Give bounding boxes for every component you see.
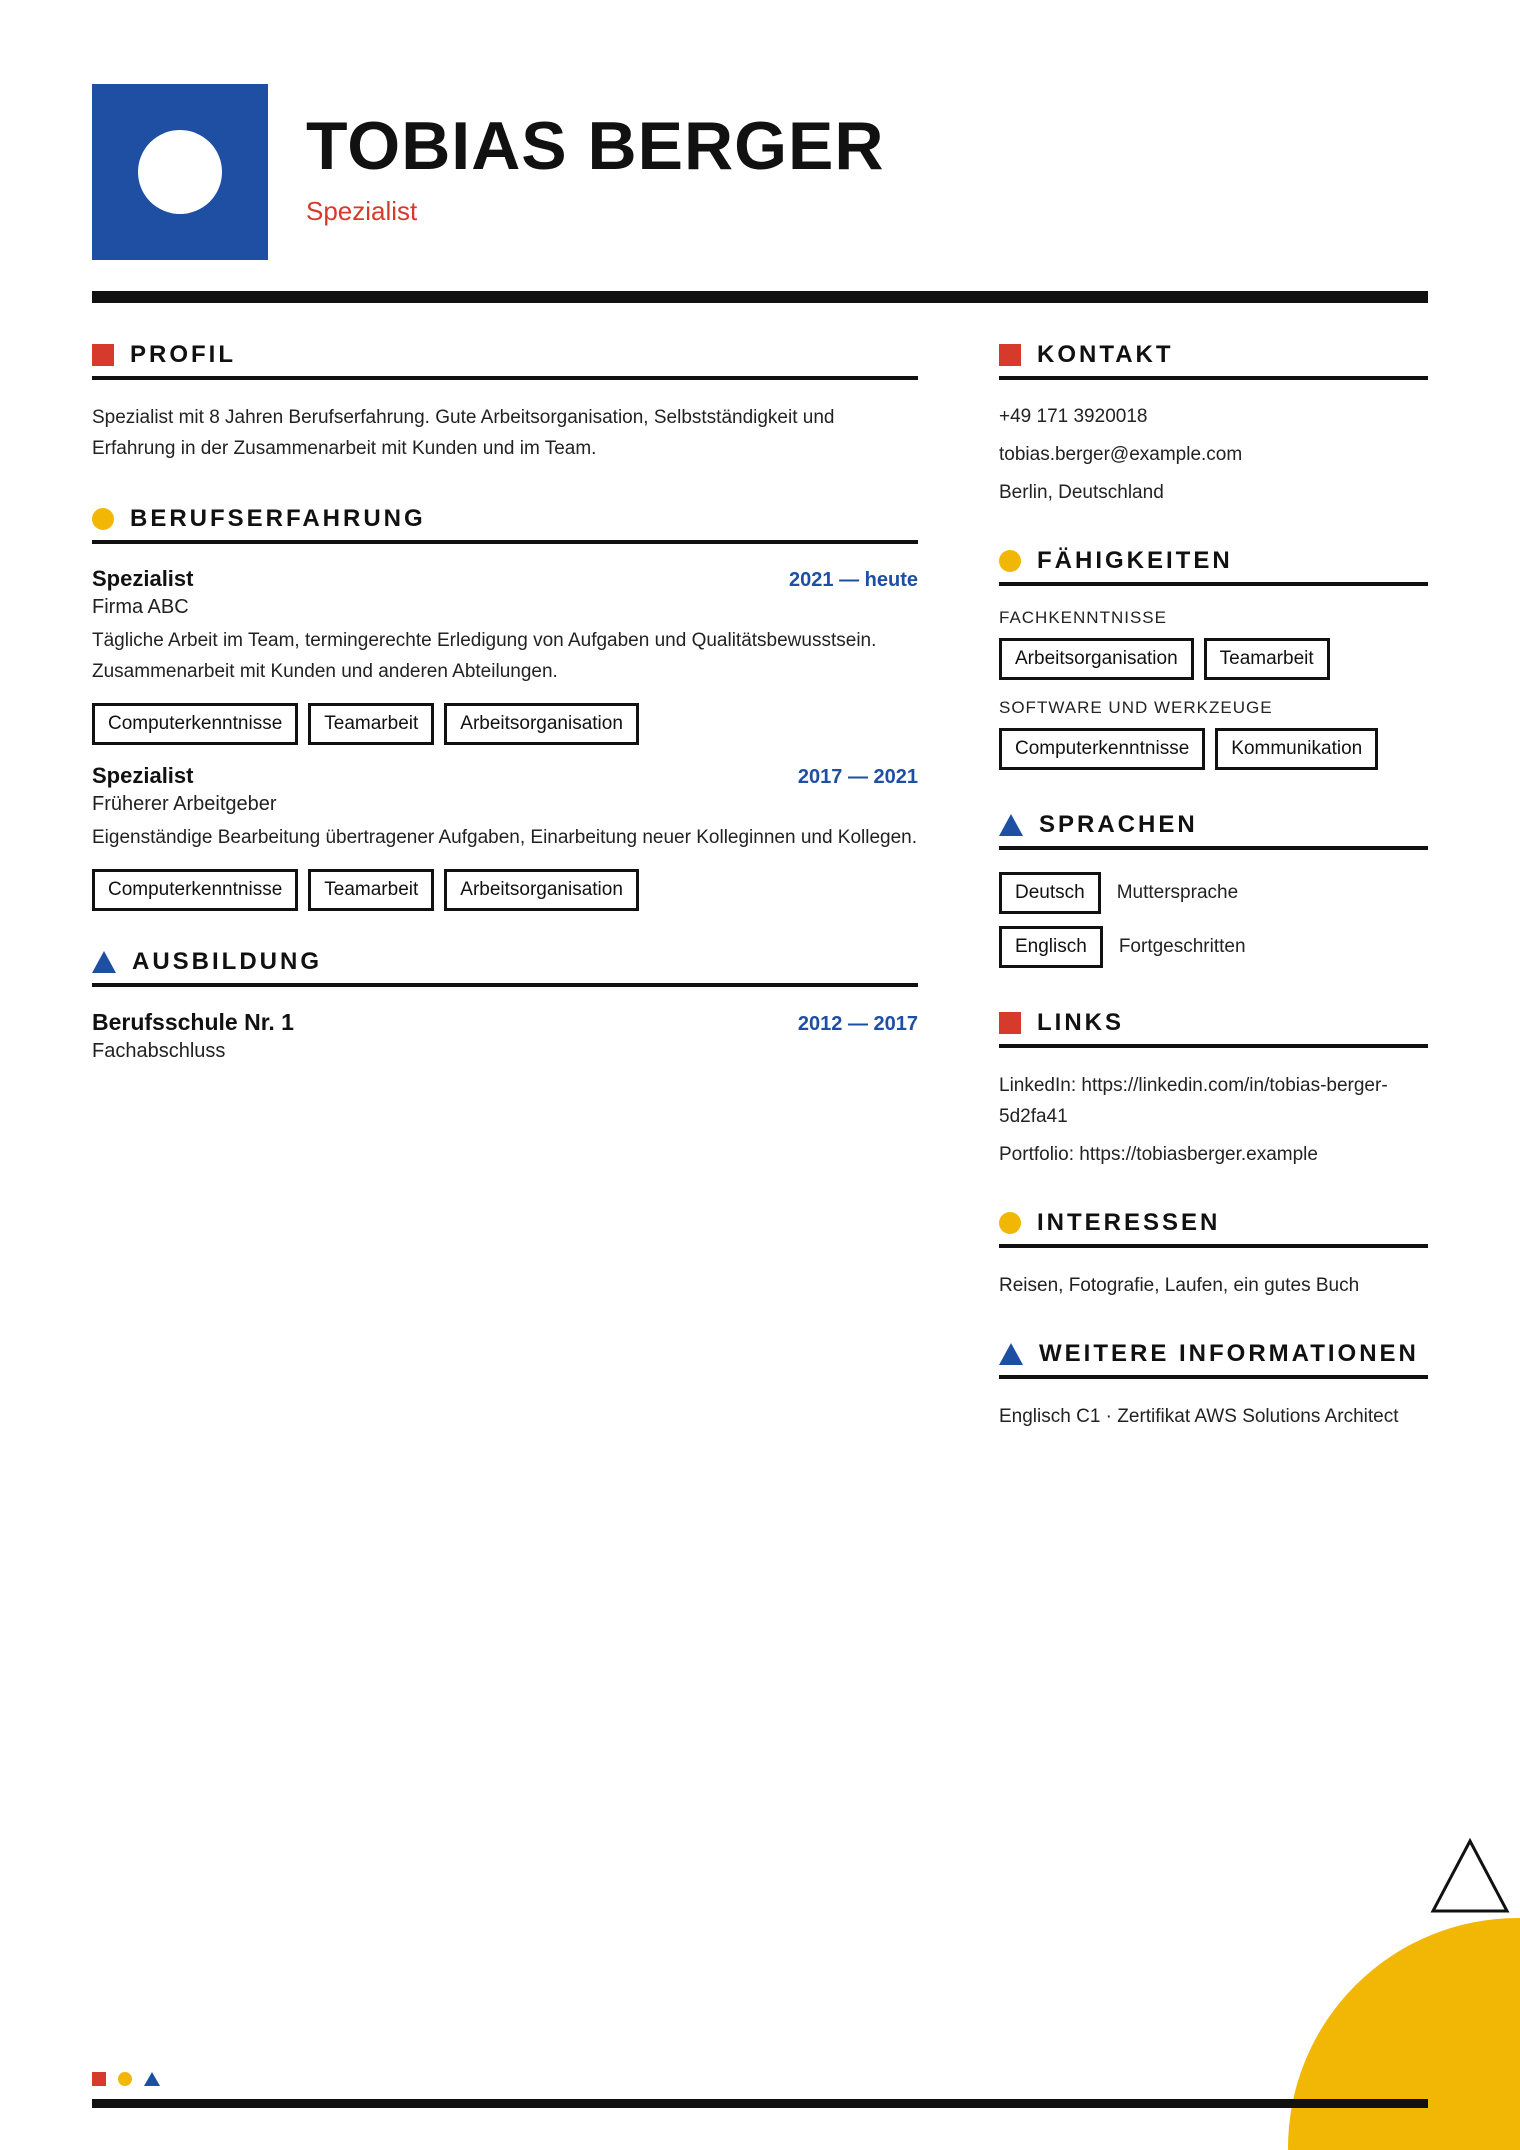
job-role: Spezialist: [92, 763, 194, 788]
section-title: INTERESSEN: [1037, 1209, 1221, 1236]
interests-section: [999, 1208, 1428, 1301]
job-description: Eigenständige Bearbeitung übertragener Aufgaben, Einarbeitung neuer Kolleginnen und Kollegen.: [92, 827, 918, 848]
yellow-circle-icon: [118, 2072, 132, 2086]
skill-tag: Arbeitsorganisation: [444, 703, 639, 745]
skill-tag: Teamarbeit: [308, 703, 434, 745]
skill-tag: Teamarbeit: [308, 869, 434, 911]
header-divider: [92, 291, 1428, 303]
profile-text: Spezialist mit 8 Jahren Berufserfahrung. Gute Arbeitsorganisation, Selbstständigkeit und Erfahrung in der Zusammenarbeit mit Kunden und im Team.: [92, 407, 835, 459]
job-role: Spezialist: [92, 566, 194, 591]
language-name: Deutsch: [999, 872, 1101, 914]
contact-location: Berlin, Deutschland: [999, 482, 1164, 503]
interests-text: Reisen, Fotografie, Laufen, ein gutes Buch: [999, 1275, 1360, 1296]
skill-tag: Arbeitsorganisation: [444, 869, 639, 911]
language-name: Englisch: [999, 926, 1103, 968]
job-dates: 2017 — 2021: [797, 766, 918, 788]
language-level: Fortgeschritten: [1118, 936, 1246, 957]
blue-triangle-icon: [999, 1343, 1023, 1365]
section-title: PROFIL: [130, 341, 236, 368]
skills-heading: [999, 546, 1428, 586]
candidate-name: TOBIAS BERGER: [306, 108, 885, 184]
sidebar-column: [999, 340, 1428, 1439]
skill-tag: Computerkenntnisse: [92, 869, 298, 911]
more-info-section: [999, 1339, 1428, 1432]
footer-shapes: [92, 2072, 160, 2086]
blue-triangle-icon: [999, 814, 1023, 836]
job-dates: 2021 — heute: [789, 569, 918, 591]
section-title: AUSBILDUNG: [132, 948, 322, 975]
skill-tag: Kommunikation: [1215, 728, 1378, 770]
school-name: Berufsschule Nr. 1: [92, 1009, 294, 1035]
skill-group-label: FACHKENNTNISSE: [999, 608, 1167, 627]
outline-triangle-icon: [1430, 1838, 1510, 1914]
section-title: WEITERE INFORMATIONEN: [1039, 1340, 1419, 1367]
red-square-icon: [92, 344, 114, 366]
section-title: BERUFSERFAHRUNG: [130, 505, 426, 532]
education-section: [92, 947, 918, 1063]
job-company: Früherer Arbeitgeber: [92, 793, 277, 815]
skill-tags: [999, 728, 1428, 770]
job-tags: [92, 703, 918, 745]
links-heading: [999, 1008, 1428, 1048]
contact-email[interactable]: tobias.berger@example.com: [999, 444, 1243, 465]
yellow-circle-icon: [999, 550, 1021, 572]
link-portfolio[interactable]: Portfolio: https://tobiasberger.example: [999, 1144, 1318, 1165]
logo-circle: [138, 130, 222, 214]
profile-section: [92, 340, 918, 464]
job-description: Tägliche Arbeit im Team, termingerechte Erledigung von Aufgaben und Qualitätsbewusstsein. Zusammenarbeit mit Kunden und anderen Abteilungen.: [92, 630, 877, 682]
skill-tag: Teamarbeit: [1204, 638, 1330, 680]
interests-heading: [999, 1208, 1428, 1248]
job-company: Firma ABC: [92, 596, 189, 618]
skill-tags: [999, 638, 1428, 680]
languages-heading: [999, 810, 1428, 850]
skill-tag: Arbeitsorganisation: [999, 638, 1194, 680]
education-dates: 2012 — 2017: [797, 1013, 918, 1035]
main-column: [92, 340, 918, 1081]
contact-heading: [999, 340, 1428, 380]
education-entry: [92, 1009, 918, 1063]
profile-heading: [92, 340, 918, 380]
languages-section: [999, 810, 1428, 968]
language-row: [999, 926, 1428, 968]
candidate-title: Spezialist: [306, 196, 418, 226]
links-section: [999, 1008, 1428, 1170]
education-heading: [92, 947, 918, 987]
section-title: FÄHIGKEITEN: [1037, 547, 1233, 574]
blue-triangle-icon: [92, 951, 116, 973]
more-info-text: Englisch C1 · Zertifikat AWS Solutions Architect: [999, 1406, 1399, 1427]
section-title: KONTAKT: [1037, 341, 1174, 368]
more-info-heading: [999, 1339, 1428, 1379]
language-level: Muttersprache: [1116, 882, 1239, 903]
degree: Fachabschluss: [92, 1040, 226, 1062]
skills-section: [999, 546, 1428, 770]
logo-square: [92, 84, 268, 260]
red-square-icon: [999, 344, 1021, 366]
skill-tag: Computerkenntnisse: [999, 728, 1205, 770]
contact-phone[interactable]: +49 171 3920018: [999, 406, 1148, 427]
footer-divider: [92, 2099, 1428, 2108]
experience-heading: [92, 504, 918, 544]
section-title: SPRACHEN: [1039, 811, 1198, 838]
contact-section: [999, 340, 1428, 512]
link-linkedin[interactable]: LinkedIn: https://linkedin.com/in/tobias-berger-5d2fa41: [999, 1075, 1388, 1127]
skill-group-label: SOFTWARE UND WERKZEUGE: [999, 698, 1273, 717]
language-row: [999, 872, 1428, 914]
blue-triangle-icon: [144, 2072, 160, 2086]
resume-header: [92, 84, 1428, 260]
red-square-icon: [92, 2072, 106, 2086]
job-entry: [92, 566, 918, 745]
skill-tag: Computerkenntnisse: [92, 703, 298, 745]
experience-section: [92, 504, 918, 911]
red-square-icon: [999, 1012, 1021, 1034]
yellow-circle-icon: [92, 508, 114, 530]
yellow-circle-decoration: [1288, 1918, 1520, 2150]
yellow-circle-icon: [999, 1212, 1021, 1234]
job-tags: [92, 869, 918, 911]
job-entry: [92, 763, 918, 911]
section-title: LINKS: [1037, 1009, 1124, 1036]
